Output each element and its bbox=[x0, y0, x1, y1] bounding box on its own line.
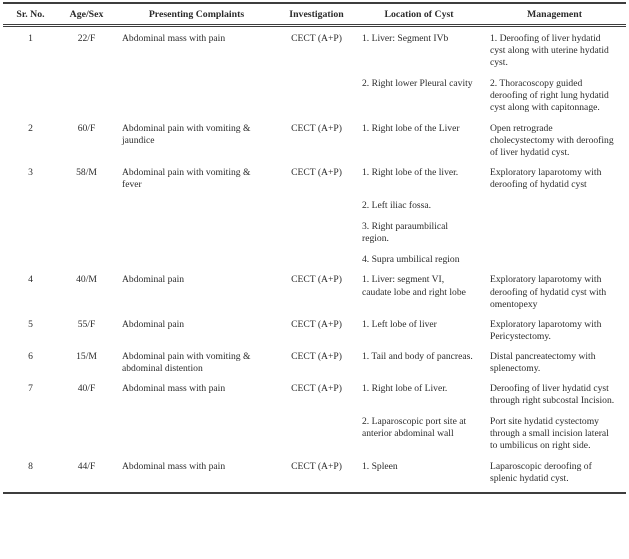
case-row bbox=[3, 117, 626, 161]
cell-investigation: CECT (A+P) bbox=[291, 460, 342, 472]
cell-age-sex: 55/F bbox=[77, 318, 96, 330]
cell-sr-no: 1 bbox=[28, 33, 33, 44]
case-row bbox=[3, 161, 626, 193]
cell-age-sex: 60/F bbox=[77, 122, 96, 134]
cell-cyst-location: 3. Right paraumbilical region. bbox=[362, 221, 449, 245]
cell-sr-no: 5 bbox=[28, 318, 33, 330]
cell-cyst-location: 1. Left lobe of liver bbox=[362, 318, 437, 330]
cell-management bbox=[483, 193, 626, 214]
cell-cyst-location: 1. Liver: segment VI, caudate lobe and right lobe bbox=[362, 274, 466, 298]
cell-presenting-complaints: Abdominal pain bbox=[122, 274, 185, 286]
cell-management: Exploratory laparotomy with deroofing of hydatid cyst with omentopexy bbox=[490, 274, 607, 310]
cell-sr-no: 2 bbox=[28, 122, 33, 134]
cell-age-sex: 15/M bbox=[76, 350, 97, 362]
cell-investigation: CECT (A+P) bbox=[291, 318, 342, 330]
cell-cyst-location: 2. Left iliac fossa. bbox=[362, 200, 431, 212]
cell-management bbox=[483, 214, 626, 247]
cell-cyst-location: 1. Right lobe of the Liver bbox=[362, 122, 460, 134]
header-location-of-cyst: Location of Cyst bbox=[355, 3, 483, 26]
cell-presenting-complaints: Abdominal mass with pain bbox=[122, 383, 226, 395]
cell-presenting-complaints: Abdominal pain bbox=[122, 318, 185, 330]
case-row bbox=[3, 313, 626, 345]
case-row bbox=[3, 345, 626, 377]
table-body bbox=[3, 26, 626, 493]
cell-cyst-location: 1. Spleen bbox=[362, 460, 398, 472]
cell-management: 2. Thoracoscopy guided deroofing of right lung hydatid cyst along with capitonnage. bbox=[490, 78, 609, 114]
cell-presenting-complaints: Abdominal pain with vomiting & jaundice bbox=[122, 122, 251, 146]
cell-age-sex: 40/F bbox=[77, 383, 96, 395]
cell-investigation: CECT (A+P) bbox=[291, 122, 342, 134]
cell-management: Exploratory laparotomy with Pericystectomy. bbox=[490, 318, 602, 342]
case-row bbox=[3, 268, 626, 312]
cell-investigation: CECT (A+P) bbox=[291, 166, 342, 178]
cell-sr-no: 4 bbox=[28, 274, 33, 286]
header-presenting-complaints: Presenting Complaints bbox=[115, 3, 278, 26]
cell-cyst-location: 1. Right lobe of Liver. bbox=[362, 383, 448, 395]
cell-presenting-complaints: Abdominal mass with pain bbox=[122, 460, 226, 472]
cell-age-sex: 22/F bbox=[77, 33, 96, 44]
cell-presenting-complaints: Abdominal mass with pain bbox=[122, 33, 226, 44]
cell-presenting-complaints: Abdominal pain with vomiting & abdominal distention bbox=[122, 350, 251, 374]
header-management: Management bbox=[483, 3, 626, 26]
cell-cyst-location: 1. Liver: Segment IVb bbox=[362, 33, 449, 44]
cell-sr-no: 8 bbox=[28, 460, 33, 472]
cell-management: Distal pancreatectomy with splenectomy. bbox=[490, 350, 596, 374]
header-sr-no: Sr. No. bbox=[3, 3, 58, 26]
cell-cyst-location: 1. Right lobe of the liver. bbox=[362, 166, 459, 178]
cell-age-sex: 44/F bbox=[77, 460, 96, 472]
cell-age-sex: 58/M bbox=[76, 166, 97, 178]
cell-sr-no: 6 bbox=[28, 350, 33, 362]
cell-cyst-location: 2. Laparoscopic port site at anterior abdominal wall bbox=[362, 416, 467, 440]
cell-cyst-location: 4. Supra umbilical region bbox=[362, 254, 460, 266]
cell-sr-no: 7 bbox=[28, 383, 33, 395]
cell-management: Laparoscopic deroofing of splenic hydatid cyst. bbox=[490, 460, 592, 484]
cell-investigation: CECT (A+P) bbox=[291, 350, 342, 362]
cell-management bbox=[483, 247, 626, 268]
cell-investigation: CECT (A+P) bbox=[291, 274, 342, 286]
cell-management: Port site hydatid cystectomy through a small incision lateral to umbilicus on right side. bbox=[490, 416, 609, 452]
header-row bbox=[3, 3, 626, 26]
cell-management: Open retrograde cholecystectomy with deroofing of liver hydatid cyst. bbox=[490, 122, 614, 158]
cell-cyst-location: 2. Right lower Pleural cavity bbox=[362, 78, 473, 90]
cell-investigation: CECT (A+P) bbox=[291, 383, 342, 395]
cell-management: 1. Deroofing of liver hydatid cyst along with uterine hydatid cyst. bbox=[490, 33, 609, 69]
cell-presenting-complaints: Abdominal pain with vomiting & fever bbox=[122, 166, 251, 190]
header-investigation: Investigation bbox=[278, 3, 355, 26]
hydatid-cyst-cases-table bbox=[3, 2, 626, 494]
header-age-sex: Age/Sex bbox=[58, 3, 115, 26]
cell-cyst-location: 1. Tail and body of pancreas. bbox=[362, 350, 473, 362]
cell-management: Deroofing of liver hydatid cyst through right subcostal Incision. bbox=[490, 383, 615, 407]
table-header bbox=[3, 3, 626, 26]
cell-sr-no: 3 bbox=[28, 166, 33, 178]
cell-age-sex: 40/M bbox=[76, 274, 97, 286]
cell-management: Exploratory laparotomy with deroofing of hydatid cyst bbox=[490, 166, 602, 190]
cell-investigation: CECT (A+P) bbox=[291, 33, 342, 44]
case-row bbox=[3, 455, 626, 493]
case-row bbox=[3, 377, 626, 409]
case-row bbox=[3, 26, 626, 72]
